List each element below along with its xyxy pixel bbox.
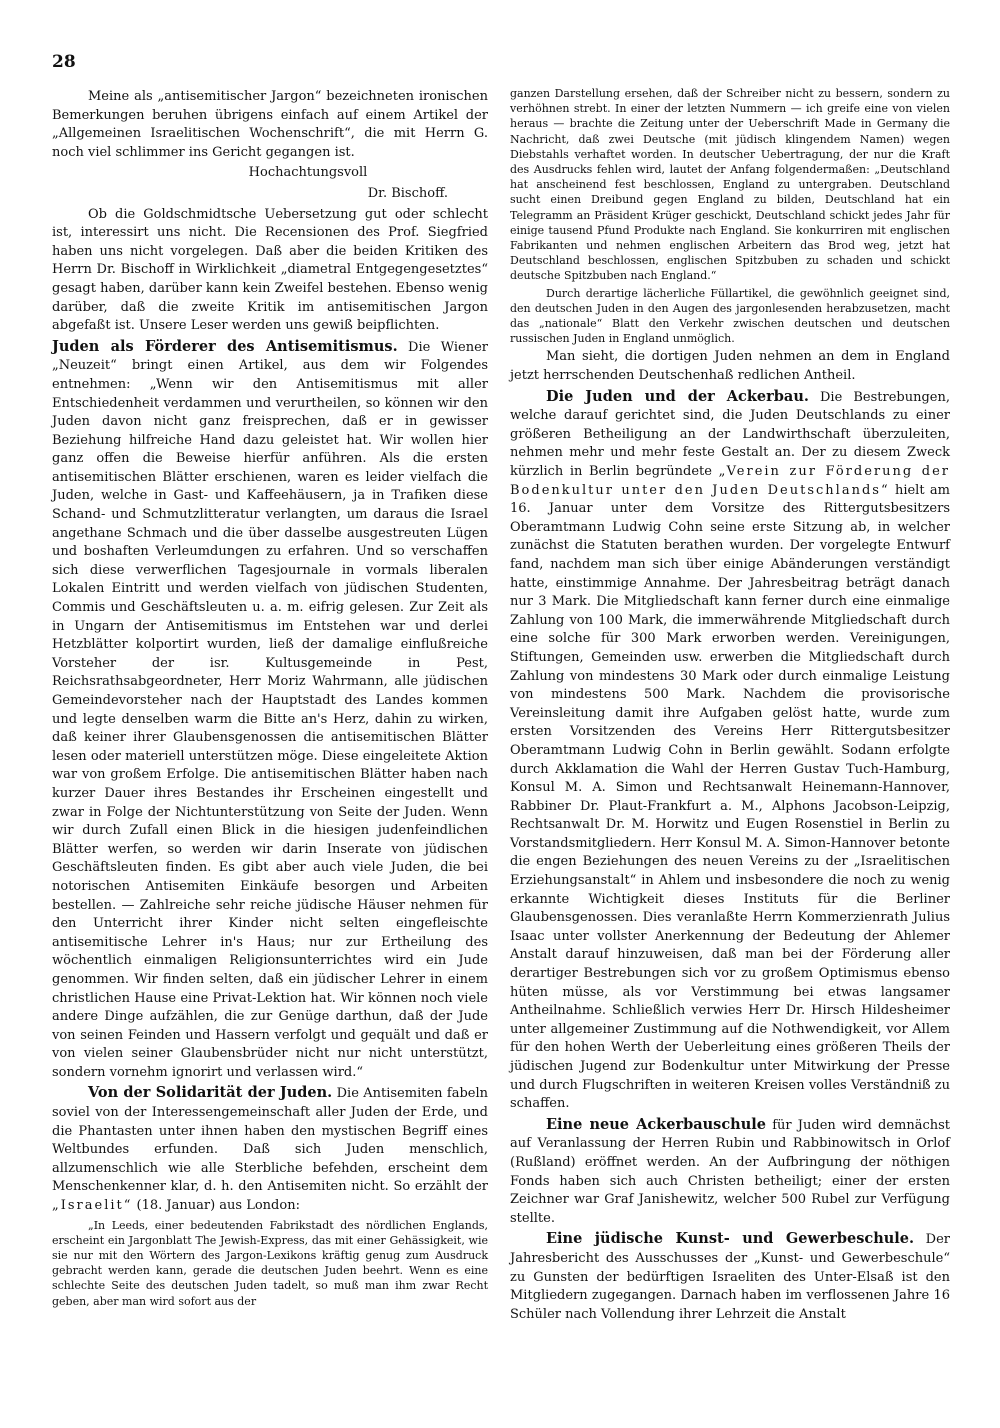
editorial-reply: Ob die Goldschmidtsche Uebersetzung gut oder schlecht ist, interessirt uns nicht. Die Recensionen des Prof. Siegfried haben uns nicht vorgelegen. Daß aber die beiden Kritiken des Herrn Dr. Bischoff in Wirklichkeit „diametral Entgegengesetztes“ gesagt haben, darüber kann kein Zweifel bestehen. Ebenso wenig darüber, daß die zweite Kritik im antisemitischen Jargon abgefaßt ist. Unsere Leser werden uns gewiß beipflichten. — [52, 206, 488, 334]
left-column — [52, 88, 488, 1311]
quoted-passage-comment: Durch derartige lächerliche Füllartikel, die gewöhnlich geeignet sind, den deutschen Juden in den Augen des jargonlesenden herabzusetzen, macht das „nationale“ Blatt den Verkehr zwischen deutschen und deutschen russischen Juden in England unmöglich. — [510, 286, 950, 346]
article-body: Der Jahresbericht des Ausschusses der „Kunst- und Gewerbeschule“ zu Gunsten der bedürftigen Israeliten des Unter-Elsaß ist den Mitgliedern zugegangen. Darnach haben im verflossenen Jahre 16 Schüler nach Vollendung ihrer Lehrzeit die Anstalt — [510, 1232, 950, 1322]
article-body: hielt am 16. Januar unter dem Vorsitze des Rittergutsbesitzers Oberamtmann Ludwig Cohn seine erste Sitzung ab, in welcher zunächst die Statuten berathen wurden. Der vorgelegte Entwurf fand, nachdem man sich über einige Abänderungen verständigt hatte, einstimmige Annahme. Der Jahresbeitrag beträgt danach nur 3 Mark. Die Mitgliedschaft kann ferner durch eine einmalige Zahlung von 100 Mark, die immerwährende Mitgliedschaft durch eine solche für 300 Mark erworben werden. Vereinigungen, Stiftungen, Gemeinden usw. erwerben die Mitgliedschaft durch Zahlung von mindestens 30 Mark oder durch einmalige Leistung von mindestens 500 Mark. Nachdem die provisorische Vereinsleitung damit ihre Aufgaben gelöst hatte, wurde zum ersten Vorsitzenden des Vereins Herr Rittergutsbesitzer Oberamtmann Ludwig Cohn in Berlin gewählt. Sodann erfolgte durch Akklamation die Wahl der Herren Gustav Tuch-Hamburg, Konsul M. A. Simon und Rechtsanwalt Heinemann-Hannover, Rabbiner Dr. Plaut-Frankfurt a. M., Alphons Jacobson-Leipzig, Rechtsanwalt Dr. M. Horwitz und Eugen Rosenstiel in Berlin zu Vorstandsmitgliedern. Herr Konsul M. A. Simon-Hannover betonte die engen Beziehungen des neuen Vereins zu der „Israelitischen Erziehungsanstalt“ in Ahlem und insbesondere die noch zu wenig erkannte Wichtigkeit dieses Instituts für die Berliner Glaubensgenossen. Dies veranlaßte Herrn Kommerzienrath Julius Isaac unter vollster Anerkennung der Bedeutung der Ahlemer Anstalt darauf hinzuweisen, daß man bei der Förderung aller derartiger Bestrebungen sich vor zu großem Optimismus ebenso hüten müsse, als vor Verstimmung bei etwas langsamer Antheilnahme. Schließlich verwies Herr Dr. Hirsch Hildesheimer unter allgemeiner Zustimmung auf die Nothwendigkeit, vor Allem für den hohen Werth der Ueberleitung eines größeren Theils der jüdischen Jugend zur Bodenkultur unter Mitwirkung der Presse und durch Flugschriften in weiteren Kreisen volles Verständniß zu schaffen. — [510, 482, 950, 1112]
page-number: 28 — [52, 52, 76, 72]
article-heading: Eine jüdische Kunst- und Gewerbeschule. — [546, 1230, 915, 1248]
letter-closing: Hochachtungsvoll — [248, 165, 368, 181]
letter-signature: Dr. Bischoff. — [367, 185, 448, 201]
quoted-passage-continued: ganzen Darstellung ersehen, daß der Schreiber nicht zu bessern, sondern zu verhöhnen strebt. In einer der letzten Nummern — ich greife eine von vielen heraus — brachte die Zeitung unter der Ueberschrift Made in Germany die Nachricht, daß zwei Deutsche (mit jüdisch klingendem Namen) wegen Diebstahls verhaftet worden. In deutscher Uebertragung, der nur die Kraft des Ausdrucks fehlen wird, lautet der Anfang folgendermaßen: „Deutschland hat anscheinend fest beschlossen, England zu untergraben. Deutschland sucht einen Dreibund gegen England zu bilden, Deutschland hat ein Telegramm an Präsident Krüger geschickt, Deutschland schickt jedes Jahr für einige tausend Pfund Produkte nach England. Sie konkurriren mit englischen Fabrikanten und nehmen englischen Arbeitern das Brod weg, jetzt hat Deutschland beschlossen, englischen Spitzbuben zu schaden und schickt deutsche Spitzbuben nach England.“ — [510, 87, 950, 283]
article-heading: Juden als Förderer des Antisemitismus. — [52, 337, 398, 355]
article-antisemitismus — [52, 338, 488, 1083]
quoted-passage: „In Leeds, einer bedeutenden Fabrikstadt des nördlichen Englands, erscheint ein Jargonblatt The Jewish-Express, das mit einer Gehässigkeit, wie sie nur mit den Wörtern des Jargon-Lexikons kräftig genug zum Ausdruck gebracht werden kann, gerade die deutschen Juden beehrt. Wenn es eine schlechte Seite des deutschen Juden tadelt, so muß man ihm zwar Recht geben, aber man wird sofort aus der — [52, 1218, 488, 1308]
right-column — [510, 86, 950, 1326]
spaced-title: „Verein zur Förderung der Bodenkultur unter den Juden Deutschlands“ — [510, 464, 950, 498]
article-body: Die Antisemiten fabeln soviel von der Interessengemeinschaft aller Juden der Erde, und die Phantasten unter ihnen haben den mystischen Begriff eines Weltbundes erfunden. Daß sich Juden menschlich, allzumenschlich wie alle Sterbliche befehden, erscheint dem Menschenkenner klar, d. h. den Antisemiten nicht. So erzählt der — [52, 1086, 488, 1195]
article-heading: Von der Solidarität der Juden. — [88, 1084, 333, 1102]
closing-remark: Man sieht, die dortigen Juden nehmen an dem in England jetzt herrschenden Deutschenhaß redlichen Antheil. — [510, 349, 950, 384]
article-gewerbeschule — [510, 1230, 950, 1324]
article-heading: Eine neue Ackerbauschule — [546, 1115, 766, 1133]
article-body: Die Bestrebungen, welche darauf gerichtet sind, die Juden Deutschlands zu einer größeren Betheiligung an der Landwirthschaft überzuleiten, nehmen mehr und mehr feste Gestalt an. Der zu diesem Zweck kürzlich in Berlin begründete — [510, 389, 950, 480]
article-body: für Juden wird demnächst auf Veranlassung der Herren Rubin und Rabbinowitsch in Orlof (Rußland) eröffnet werden. An der Aufbringung der nöthigen Fonds haben sich auch Christen betheiligt; einer der ersten Zeichner war Graf Janishewitz, welcher 500 Rubel zur Verfügung stellte. — [510, 1117, 950, 1226]
article-body: Die Wiener „Neuzeit“ bringt einen Artikel, aus dem wir Folgendes entnehmen: „Wenn wir den Antisemitismus mit aller Entschiedenheit verdammen und verurtheilen, so können wir den Juden davon nicht ganz freisprechen, daß er in gewisser Beziehung hilfreiche Hand dazu geleistet hat. Wir wollen hier ganz offen die Beweise hierfür anführen. Als die ersten antisemitischen Blätter erschienen, waren es leider vielfach die Juden, welche in Gast- und Kaffeehäusern, ja in Trafiken diese Schand- und Schmutzlitteratur verlangten, um daraus die Israel angethane Schmach und die über dasselbe ausgestreuten Lügen und boshaften Verleumdungen zu erfahren. Und so verschaffen sich diese verwerflichen Tagesjournale in vormals liberalen Lokalen Eintritt und werden vielfach von jüdischen Studenten, Commis und Geschäftsleuten u. a. m. eifrig gelesen. Zur Zeit als in Ungarn der Antisemitismus im Entstehen war und derlei Hetzblätter kolportirt wurden, ließ der damalige einflußreiche Vorsteher der isr. Kultusgemeinde in Pest, Reichsrathsabgeordneter, Herr Moriz Wahrmann, alle jüdischen Gemeindevorsteher nach der Hauptstadt des Landes kommen und legte denselben warm die Bitte an's Herz, dahin zu wirken, daß keiner ihrer Glaubensgenossen die antisemitischen Blätter lesen oder materiell unterstützen möge. Diese eingeleitete Aktion war von großem Erfolge. Die antisemitischen Blätter haben nach kurzer Dauer ihres Bestandes ihr Erscheinen eingestellt und zwar in Folge der Nichtunterstützung von Seite der Juden. Wenn wir durch Zufall einen Blick in die hiesigen judenfeindlichen Blätter werfen, so werden wir darin Inserate von jüdischen Geschäftsleuten finden. Es gibt aber auch viele Juden, die bei notorischen Antisemiten Einkäufe besorgen und Arbeiten bestellen. — Zahlreiche sehr reiche jüdische Häuser nehmen für den Unterricht ihrer Kinder nicht selten eingefleischte antisemitische Lehrer in's Haus; nur zur Ertheilung des wöchentlich einmaligen Religionsunterrichtes wird ein Jude genommen. Wir finden selten, daß ein jüdischer Lehrer in einem christlichen Hause eine Privat-Lektion hat. Wir können noch viele andere Dinge aufzählen, die zur Genüge darthun, daß der Jude von seinen Feinden und Hassern verfolgt und gequält und daß er von vielen seiner Glaubensbrüder nicht nur nicht unterstützt, sondern vornehm ignorirt und verlassen wird.“ — [52, 339, 489, 1080]
article-ackerbauschule — [510, 1116, 950, 1229]
spaced-title: „Israelit“ — [52, 1198, 133, 1214]
article-ackerbau — [510, 388, 950, 1114]
article-heading: Die Juden und der Ackerbau. — [546, 387, 809, 405]
article-solidaritaet — [52, 1084, 488, 1215]
letter-paragraph: Meine als „antisemitischer Jargon“ bezeichneten ironischen Bemerkungen beruhen übrigens einfach auf einem Artikel der „Allgemeinen Israelitischen Wochenschrift“, die mit Herrn G. noch viel schlimmer ins Gericht gegangen ist. — [52, 89, 488, 160]
article-body: (18. Januar) aus London: — [136, 1198, 300, 1214]
